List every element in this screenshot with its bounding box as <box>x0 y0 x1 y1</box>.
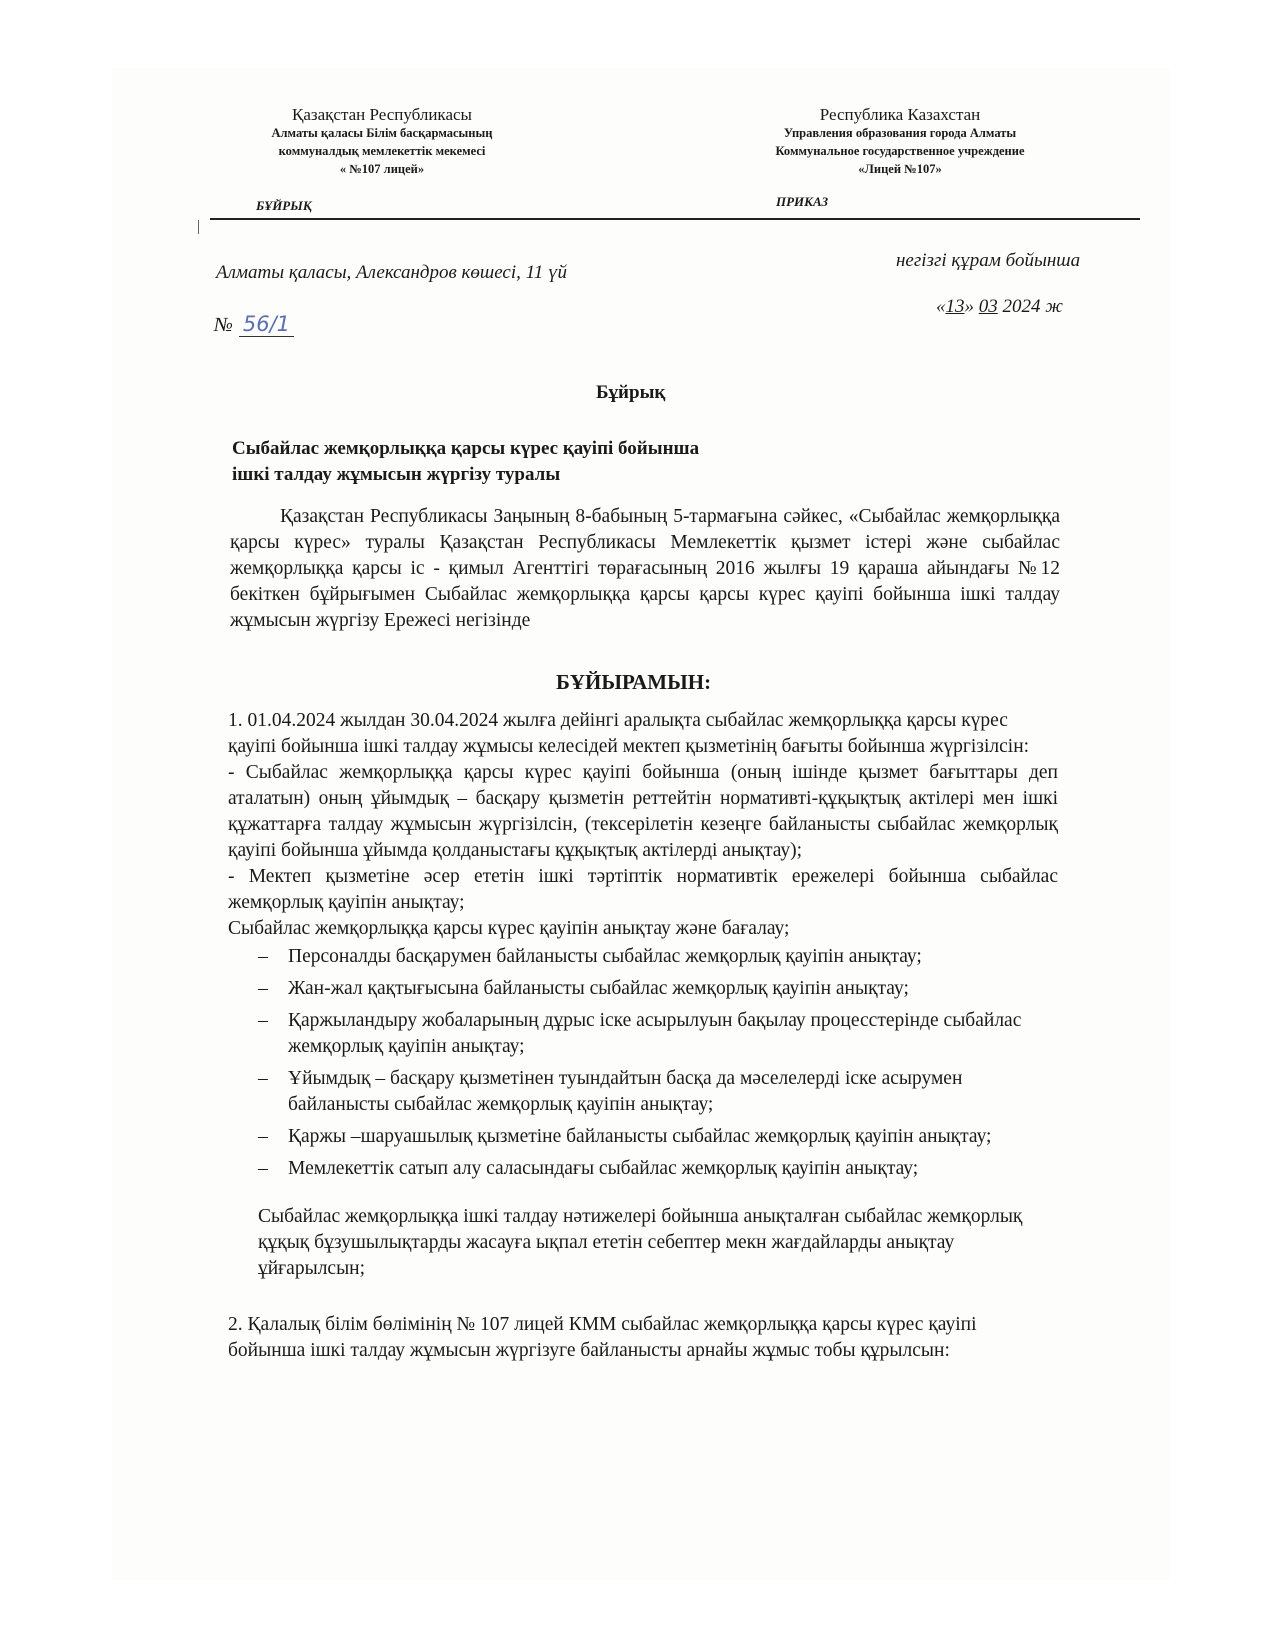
order-label-ru: ПРИКАЗ <box>776 194 829 209</box>
date-year: 2024 ж <box>1002 296 1063 317</box>
list-item: – Қаржы –шаруашылық қызметіне байланысты сыбайлас жемқорлық қауіпін анықтау; <box>228 1124 1058 1150</box>
divider-tick <box>198 220 199 234</box>
closing-paragraph: Сыбайлас жемқорлыққа ішкі талдау нәтижелері бойынша анықталған сыбайлас жемқорлық құқық бұзушылықтарды жасауға ықпал ететін себептер мекн жағдайларды анықтау ұйғарылсын; <box>258 1206 1023 1279</box>
header-left <box>232 106 532 178</box>
registration-number <box>214 312 294 337</box>
item-2: 2. Қалалық білім бөлімінің № 107 лицей КММ сыбайлас жемқорлыққа қарсы күрес қауіпі бойынша ішкі талдау жұмысын жүргізуге байланысты арнайы жұмыс тобы құрылсын: <box>228 1314 977 1361</box>
document-title: Бұйрық <box>596 382 666 403</box>
order-label-kz: БҰЙРЫҚ <box>256 198 312 213</box>
staff-note: негізгі құрам бойынша <box>896 250 1081 271</box>
document-date <box>936 296 1063 318</box>
list-item: – Ұйымдық – басқару қызметінен туындайтын басқа да мәселелерді іске асырумен байланысты сыбайлас жемқорлық қауіпін анықтау; <box>228 1066 1058 1118</box>
header-left-line2: Алматы қаласы Білім басқармасының <box>271 126 493 140</box>
subject-line-1: Сыбайлас жемқорлыққа қарсы күрес қауіпі бойынша <box>232 438 700 459</box>
subitem-2: - Мектеп қызметіне әсер ететін ішкі тәртіптік нормативтік ережелері бойынша сыбайлас жемқорлық қауіпін анықтау; <box>228 866 1058 913</box>
reg-number-handwritten: 56/1 <box>239 312 294 337</box>
date-open: « <box>936 296 946 317</box>
header-right-line4: «Лицей №107» <box>858 162 942 176</box>
date-day: 13 <box>945 296 965 317</box>
reg-label: № <box>214 314 233 336</box>
document-subject <box>232 436 699 488</box>
list-item: – Қаржыландыру жобаларының дұрыс іске асырылуын бақылау процесстерінде сыбайлас жемқорлық қауіпін анықтау; <box>228 1008 1058 1060</box>
list-item: – Персоналды басқарумен байланысты сыбайлас жемқорлық қауіпін анықтау; <box>228 944 1058 970</box>
header-right <box>720 106 1080 178</box>
header-right-line3: Коммунальное государственное учреждение <box>775 144 1025 158</box>
document-body <box>228 708 1058 1364</box>
date-close: » <box>964 296 974 317</box>
list-item: – Мемлекеттік сатып алу саласындағы сыбайлас жемқорлық қауіпін анықтау; <box>228 1156 1058 1182</box>
header-left-line3: коммуналдық мемлекеттік мекемесі <box>278 144 486 158</box>
subitem-1: - Сыбайлас жемқорлыққа қарсы күрес қауіпі бойынша (оның ішінде қызмет бағыттары деп аталатын) оның ұйымдық – басқару қызметін реттейтін нормативті-құқықтық актілері мен ішкі құжаттарға талдау жұмысын жүргізілсін, (тексерілетін кезеңге байланысты сыбайлас жемқорлық қауіпі бойынша ұйымда қолданыстағы құқықтық актілерді анықтау); <box>228 762 1058 861</box>
header-left-line4: « №107 лицей» <box>339 162 425 176</box>
header-right-line2: Управления образования города Алматы <box>783 126 1017 140</box>
decree-heading: БҰЙЫРАМЫН: <box>556 670 712 694</box>
address: Алматы қаласы, Александров көшесі, 11 үй <box>216 262 567 283</box>
header-left-line1: Қазақстан Республикасы <box>292 105 472 124</box>
header-right-line1: Республика Казахстан <box>819 105 981 124</box>
list-item: – Жан-жал қақтығысына байланысты сыбайлас жемқорлық қауіпін анықтау; <box>228 976 1058 1002</box>
intro-paragraph: Қазақстан Республикасы Заңының 8-бабының 5-тармағына сәйкес, «Сыбайлас жемқорлыққа қарсы күрес» туралы Қазақстан Республикасы Мемлекеттік қызмет істері және сыбайлас жемқорлыққа қарсы іс - қимыл Агенттігі төрағасының 2016 жылғы 19 қараша айындағы №12 бекіткен бұйрығымен Сыбайлас жемқорлыққа қарсы қарсы күрес қауіпі бойынша ішкі талдау жұмысын жүргізу Ережесі негізінде <box>230 506 1060 631</box>
header-divider <box>210 218 1140 220</box>
subject-line-2: ішкі талдау жұмысын жүргізу туралы <box>232 464 561 485</box>
risk-list <box>228 944 1058 1182</box>
item-1: 1. 01.04.2024 жылдан 30.04.2024 жылға дейінгі аралықта сыбайлас жемқорлыққа қарсы күрес қауіпі бойынша ішкі талдау жұмысы келесідей мектеп қызметінің бағыты бойынша жүргізілсін: <box>228 710 1030 757</box>
date-month: 03 <box>978 296 998 317</box>
subitem-3: Сыбайлас жемқорлыққа қарсы күрес қауіпін анықтау және бағалау; <box>228 918 790 939</box>
